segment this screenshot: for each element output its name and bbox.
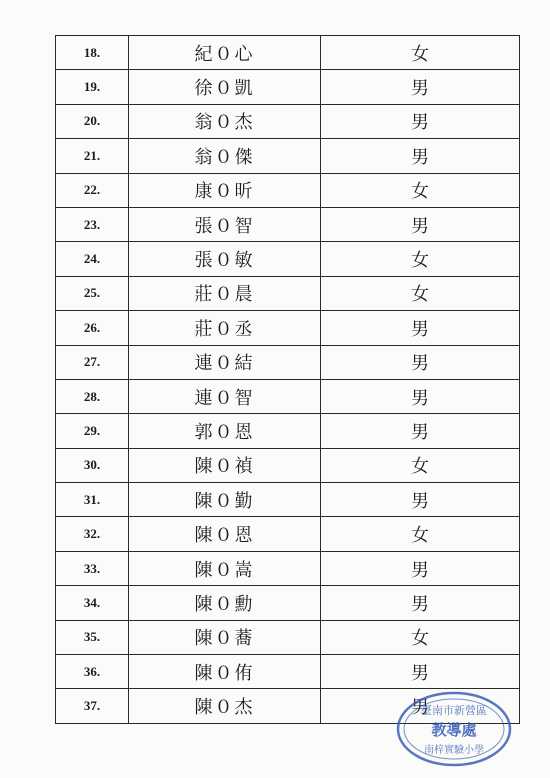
student-gender: 男 [321,70,520,104]
table-row [56,655,520,689]
seat-number: 27. [56,345,129,379]
student-gender: 男 [321,379,520,413]
roster-body [56,36,520,724]
seat-number: 19. [56,70,129,104]
seat-number: 32. [56,517,129,551]
stamp-bottom-text: 南梓實驗小學 [424,745,484,756]
student-name: 徐０凱 [129,70,321,104]
student-roster-table [55,35,520,724]
student-name: 陳０恩 [129,517,321,551]
table-row [56,414,520,448]
student-gender: 男 [321,345,520,379]
student-gender: 男 [321,655,520,689]
seat-number: 33. [56,551,129,585]
student-gender: 男 [321,689,520,723]
table-row [56,36,520,70]
table-row [56,311,520,345]
seat-number: 26. [56,311,129,345]
seat-number: 23. [56,207,129,241]
student-name: 陳０勳 [129,586,321,620]
student-name: 翁０杰 [129,104,321,138]
student-name: 莊０晨 [129,276,321,310]
student-name: 陳０侑 [129,655,321,689]
seat-number: 29. [56,414,129,448]
student-name: 莊０丞 [129,311,321,345]
seat-number: 18. [56,36,129,70]
student-name: 陳０嵩 [129,551,321,585]
table-row [56,70,520,104]
table-row [56,345,520,379]
seat-number: 22. [56,173,129,207]
school-office-stamp [395,690,513,768]
student-gender: 女 [321,242,520,276]
student-name: 康０昕 [129,173,321,207]
table-row [56,207,520,241]
student-gender: 男 [321,551,520,585]
student-gender: 女 [321,173,520,207]
table-row [56,104,520,138]
student-gender: 男 [321,414,520,448]
seat-number: 24. [56,242,129,276]
student-name: 紀０心 [129,36,321,70]
table-row [56,242,520,276]
table-row [56,276,520,310]
student-gender: 女 [321,36,520,70]
student-name: 張０智 [129,207,321,241]
table-row [56,379,520,413]
student-gender: 女 [321,276,520,310]
student-gender: 女 [321,620,520,654]
table-row [56,483,520,517]
stamp-center-text: 教導處 [431,721,477,739]
student-name: 陳０禎 [129,448,321,482]
student-gender: 男 [321,104,520,138]
student-name: 陳０勤 [129,483,321,517]
student-gender: 女 [321,517,520,551]
table-row [56,586,520,620]
student-name: 翁０傑 [129,139,321,173]
student-gender: 女 [321,448,520,482]
seat-number: 35. [56,620,129,654]
seat-number: 20. [56,104,129,138]
seat-number: 34. [56,586,129,620]
table-row [56,448,520,482]
seat-number: 21. [56,139,129,173]
student-gender: 男 [321,207,520,241]
seat-number: 30. [56,448,129,482]
student-gender: 男 [321,586,520,620]
student-name: 連０結 [129,345,321,379]
student-name: 郭０恩 [129,414,321,448]
seat-number: 28. [56,379,129,413]
student-name: 陳０蕎 [129,620,321,654]
student-name: 陳０杰 [129,689,321,723]
student-name: 連０智 [129,379,321,413]
seat-number: 25. [56,276,129,310]
stamp-top-text: 臺南市新營區 [421,704,487,717]
student-gender: 男 [321,483,520,517]
table-row [56,620,520,654]
student-name: 張０敏 [129,242,321,276]
seat-number: 31. [56,483,129,517]
seat-number: 37. [56,689,129,723]
seat-number: 36. [56,655,129,689]
student-gender: 男 [321,139,520,173]
table-row [56,173,520,207]
table-row [56,551,520,585]
table-row [56,517,520,551]
student-gender: 男 [321,311,520,345]
table-row [56,139,520,173]
